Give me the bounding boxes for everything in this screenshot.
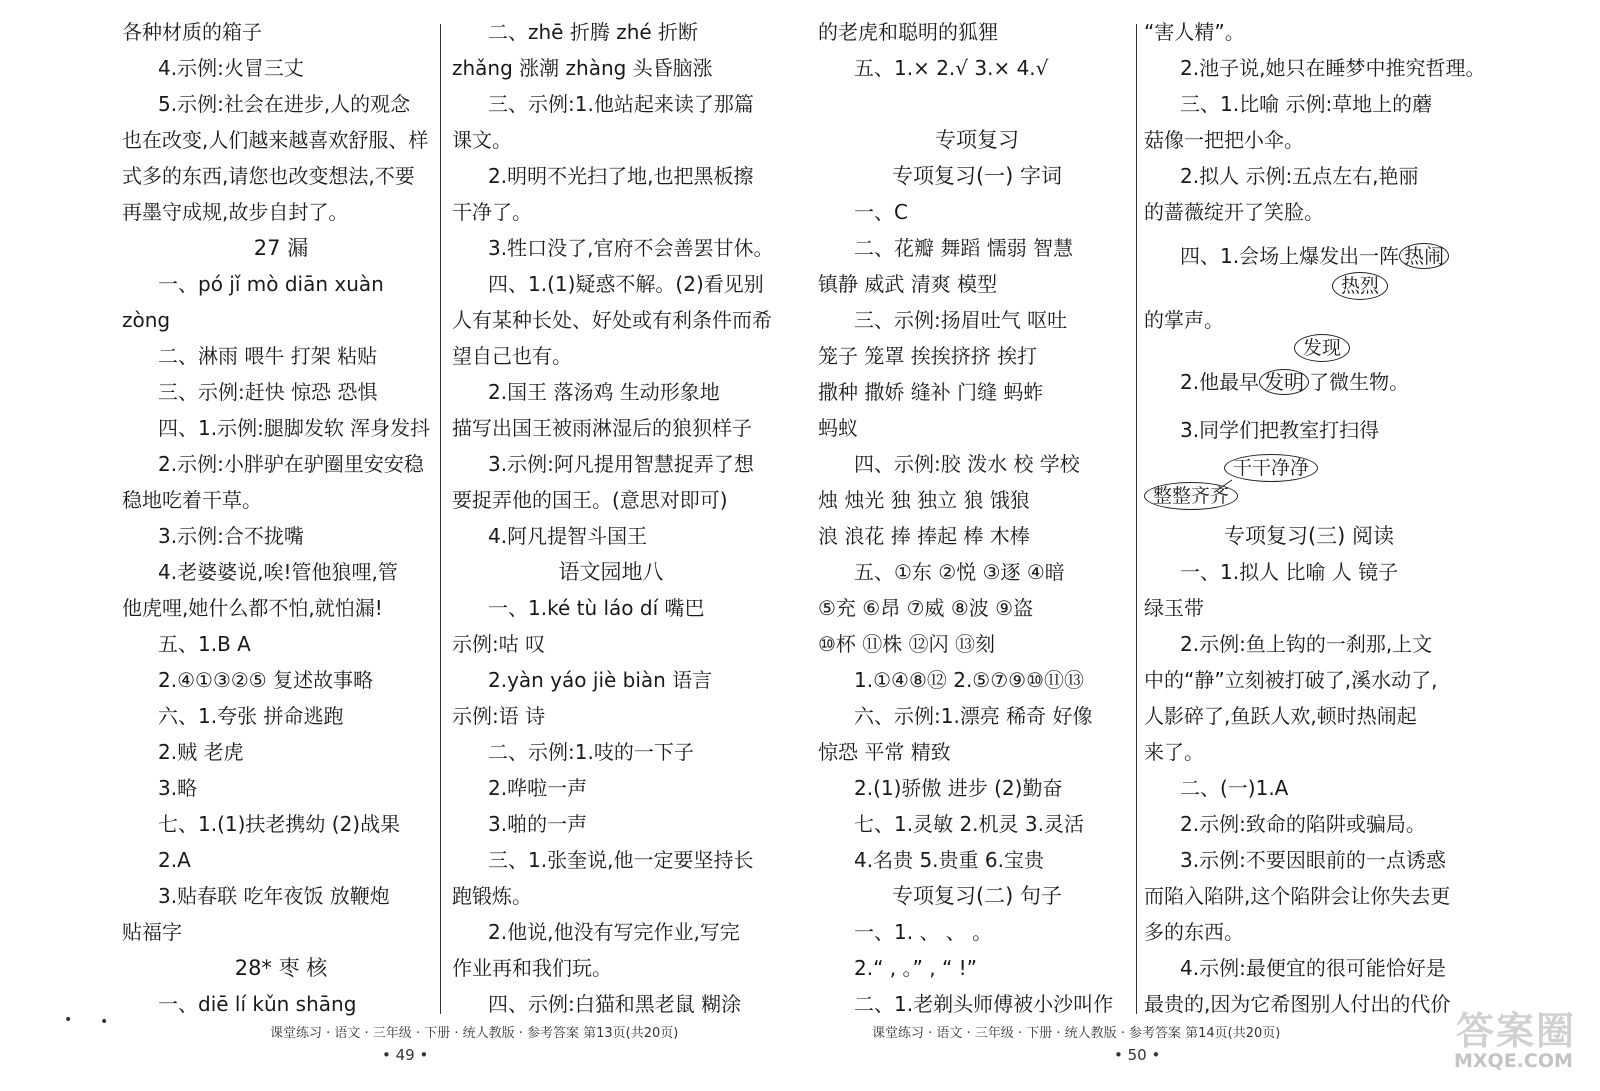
answer-line: 课文。	[452, 128, 512, 152]
answer-line: 跑锻炼。	[452, 884, 532, 908]
answer-line: 稳地吃着干草。	[122, 488, 262, 512]
answer-line: 一、C	[854, 200, 908, 224]
answer-line: 多的东西。	[1144, 920, 1244, 944]
edit-3-line: 3.同学们把教室打扫得	[1180, 418, 1380, 442]
answer-line: zòng	[122, 308, 171, 332]
answer-line: 4.阿凡提智斗国王	[488, 524, 648, 548]
answer-line: 七、1.灵敏 2.机灵 3.灵活	[854, 812, 1084, 836]
answer-line: 镇静 威武 清爽 模型	[818, 272, 998, 296]
answer-line: 2.A	[158, 848, 191, 872]
answer-line: 2.他说,他没有写完作业,写完	[488, 920, 740, 944]
answer-line: 3.贴春联 吃年夜饭 放鞭炮	[158, 884, 390, 908]
answer-line: 各种材质的箱子	[122, 20, 262, 44]
answer-line: 3.啪的一声	[488, 812, 588, 836]
answer-line: 2.yàn yáo jiè biàn 语言	[488, 668, 713, 692]
left-page-column-2	[452, 14, 774, 1022]
answer-line: 而陷入陷阱,这个陷阱会让你失去更	[1144, 884, 1451, 908]
left-page-column-1	[122, 14, 440, 1022]
answer-line: 2.池子说,她只在睡梦中推究哲理。	[1180, 56, 1486, 80]
edit-exercise-2	[1144, 338, 1474, 410]
answer-line: 2.哗啦一声	[488, 776, 588, 800]
answer-line: 三、示例:扬眉吐气 呕吐	[854, 308, 1068, 332]
left-page-number-value: 49	[395, 1046, 415, 1064]
answer-line: 一、1.ké tù láo dí 嘴巴	[488, 596, 705, 620]
edit-exercise-1	[1144, 230, 1474, 338]
answer-line: 四、示例:白猫和黑老鼠 糊涂	[488, 992, 742, 1016]
right-page-number-value: 50	[1127, 1046, 1147, 1064]
answer-line: 二、花瓣 舞蹈 懦弱 智慧	[854, 236, 1074, 260]
answer-line: “害人精”。	[1144, 20, 1245, 44]
answer-line: 五、1.× 2.√ 3.× 4.√	[854, 56, 1049, 80]
left-page-footer: 课堂练习 · 语文 · 三年级 · 下册 · 统人教版 · 参考答案 第13页(共20页)	[270, 1026, 679, 1041]
section-heading: 专项复习(二) 句子	[891, 884, 1063, 908]
answer-line: 绿玉带	[1144, 596, 1204, 620]
answer-line: 3.牲口没了,官府不会善罢甘休。	[488, 236, 774, 260]
answer-line: 七、1.(1)扶老携幼 (2)战果	[158, 812, 401, 836]
answer-line: 四、1.示例:腿脚发软 浑身发抖	[158, 416, 431, 440]
answer-line: 望自己也有。	[452, 344, 572, 368]
answer-line: 惊恐 平常 精致	[818, 740, 951, 764]
answer-line: 二、(一)1.A	[1180, 776, 1289, 800]
answer-line: 笼子 笼罩 挨挨挤挤 挨打	[818, 344, 1038, 368]
watermark-url: MXQE.COM	[1454, 1050, 1573, 1072]
answer-line: 菇像一把把小伞。	[1144, 128, 1304, 152]
answer-line: 二、淋雨 喂牛 打架 粘贴	[158, 344, 378, 368]
answer-line: 示例:语 诗	[452, 704, 546, 728]
answer-line: zhǎng 涨潮 zhàng 头昏脑涨	[452, 56, 713, 80]
edit-2-correction: 发现	[1294, 334, 1350, 362]
answer-line: 2.“ , 。” , “ !”	[854, 956, 978, 980]
answer-line: 要捉弄他的国王。(意思对即可)	[452, 488, 728, 512]
answer-line: 描写出国王被雨淋湿后的狼狈样子	[452, 416, 752, 440]
edit-1-circled-word: 热闹	[1399, 243, 1449, 269]
answer-line: 一、1. 、 、 。	[854, 920, 993, 944]
answer-line: 3.略	[158, 776, 198, 800]
section-heading: 专项复习	[935, 128, 1019, 152]
answer-line: 六、1.夸张 拼命逃跑	[158, 704, 344, 728]
answer-line: 2.国王 落汤鸡 生动形象地	[488, 380, 720, 404]
edit-3-original: 干干净净	[1224, 454, 1318, 482]
edit-2-prefix: 2.他最早	[1180, 370, 1260, 394]
section-heading: 语文园地八	[558, 560, 664, 584]
answer-line: 蚂蚁	[818, 416, 858, 440]
site-watermark	[1450, 1000, 1590, 1080]
answer-line: 一、diē lí kǔn shāng	[158, 992, 357, 1016]
edit-1-tail: 的掌声。	[1144, 308, 1224, 332]
column-divider-right	[1136, 24, 1137, 1014]
answer-line: 四、1.(1)疑惑不解。(2)看见别	[488, 272, 764, 296]
section-heading: 专项复习(三) 阅读	[1223, 524, 1395, 548]
answer-line: 1.①④⑧⑫ 2.⑤⑦⑨⑩⑪⑬	[854, 668, 1085, 692]
answer-line: 2.拟人 示例:五点左右,艳丽	[1180, 164, 1419, 188]
edit-3-correction: 整整齐齐	[1144, 482, 1238, 510]
section-heading: 专项复习(一) 字词	[891, 164, 1063, 188]
right-page-number: • 50 •	[1114, 1046, 1161, 1064]
answer-line: 浪 浪花 捧 捧起 棒 木棒	[818, 524, 1030, 548]
answer-line: 2.示例:小胖驴在驴圈里安安稳	[158, 452, 424, 476]
answer-line: 示例:咕 叹	[452, 632, 546, 656]
answer-line: 干净了。	[452, 200, 532, 224]
answer-line: 4.老婆婆说,唉!管他狼哩,管	[158, 560, 398, 584]
answer-line: 三、示例:赶快 惊恐 恐惧	[158, 380, 378, 404]
answer-line: 2.④①③②⑤ 复述故事略	[158, 668, 374, 692]
answer-line: 4.名贵 5.贵重 6.宝贵	[854, 848, 1044, 872]
right-page-column-1	[818, 14, 1136, 1022]
answer-line: 人影碎了,鱼跃人欢,顿时热闹起	[1144, 704, 1417, 728]
answer-line: 来了。	[1144, 740, 1204, 764]
answer-line: 一、1.拟人 比喻 人 镜子	[1180, 560, 1399, 584]
right-page-footer: 课堂练习 · 语文 · 三年级 · 下册 · 统人教版 · 参考答案 第14页(共20页)	[872, 1026, 1281, 1041]
answer-line: 六、示例:1.漂亮 稀奇 好像	[854, 704, 1093, 728]
answer-line: 撒种 撒娇 缝补 门缝 蚂蚱	[818, 380, 1044, 404]
answer-line: 三、示例:1.他站起来读了那篇	[488, 92, 754, 116]
answer-line: 人有某种长处、好处或有利条件而希	[452, 308, 772, 332]
answer-line: 3.示例:阿凡提用智慧捉弄了想	[488, 452, 754, 476]
section-heading: 27 漏	[253, 236, 309, 260]
edit-1-correction: 热烈	[1332, 272, 1388, 300]
answer-line: 五、①东 ②悦 ③逐 ④暗	[854, 560, 1065, 584]
answer-line: 也在改变,人们越来越喜欢舒服、样	[122, 128, 429, 152]
answer-line: 2.示例:致命的陷阱或骗局。	[1180, 812, 1426, 836]
answer-line: 的老虎和聪明的狐狸	[818, 20, 998, 44]
answer-line: 二、示例:1.吱的一下子	[488, 740, 694, 764]
answer-line: 二、zhē 折腾 zhé 折断	[488, 20, 699, 44]
answer-line: 烛 烛光 独 独立 狼 饿狼	[818, 488, 1030, 512]
left-page-number: • 49 •	[382, 1046, 429, 1064]
answer-line: ⑤充 ⑥昂 ⑦威 ⑧波 ⑨盗	[818, 596, 1034, 620]
answer-line: 他虎哩,她什么都不怕,就怕漏!	[122, 596, 383, 620]
answer-line: 最贵的,因为它希图别人付出的代价	[1144, 992, 1451, 1016]
answer-line: 三、1.比喻 示例:草地上的蘑	[1180, 92, 1433, 116]
answer-line: 再墨守成规,故步自封了。	[122, 200, 349, 224]
answer-line: 4.示例:最便宜的很可能恰好是	[1180, 956, 1446, 980]
column-divider-left	[440, 24, 441, 1014]
answer-line: 贴福字	[122, 920, 182, 944]
answer-line: 五、1.B A	[158, 632, 251, 656]
edit-2-suffix: 了微生物。	[1309, 370, 1410, 394]
answer-line: ⑩杯 ⑪株 ⑫闪 ⑬刻	[818, 632, 996, 656]
answer-line: 一、pó jǐ mò diān xuàn	[158, 272, 384, 296]
answer-line: 3.示例:合不拢嘴	[158, 524, 304, 548]
answer-line: 三、1.张奎说,他一定要坚持长	[488, 848, 754, 872]
answer-line: 二、1.老剃头师傅被小沙叫作	[854, 992, 1114, 1016]
edit-exercise-3	[1144, 410, 1474, 518]
answer-line: 5.示例:社会在进步,人的观念	[158, 92, 411, 116]
answer-line: 四、示例:胶 泼水 校 学校	[854, 452, 1080, 476]
answer-line: 中的“静”立刻被打破了,溪水动了,	[1144, 668, 1438, 692]
answer-line: 2.示例:鱼上钩的一刹那,上文	[1180, 632, 1433, 656]
section-heading: 28* 枣 核	[234, 956, 328, 980]
answer-line: 2.贼 老虎	[158, 740, 244, 764]
watermark-logo-text: 答案圈	[1456, 1009, 1577, 1053]
answer-line: 2.(1)骄傲 进步 (2)勤奋	[854, 776, 1063, 800]
edit-1-prefix: 四、1.会场上爆发出一阵	[1180, 244, 1400, 268]
edit-2-circled-word: 发明	[1259, 369, 1309, 395]
margin-dot: •	[64, 1012, 73, 1028]
answer-line: 4.示例:火冒三丈	[158, 56, 304, 80]
answer-line	[818, 86, 1136, 122]
column-top-block	[1144, 14, 1486, 230]
answer-line: 式多的东西,请您也改变想法,不要	[122, 164, 415, 188]
answer-line: 3.示例:不要因眼前的一点诱惑	[1180, 848, 1446, 872]
answer-line: 作业再和我们玩。	[452, 956, 612, 980]
answer-line: 的蔷薇绽开了笑脸。	[1144, 200, 1324, 224]
margin-dot: •	[100, 1014, 109, 1030]
right-page-column-2	[1144, 14, 1486, 1022]
answer-line: 2.明明不光扫了地,也把黑板擦	[488, 164, 754, 188]
column-bottom-block	[1144, 518, 1474, 1022]
